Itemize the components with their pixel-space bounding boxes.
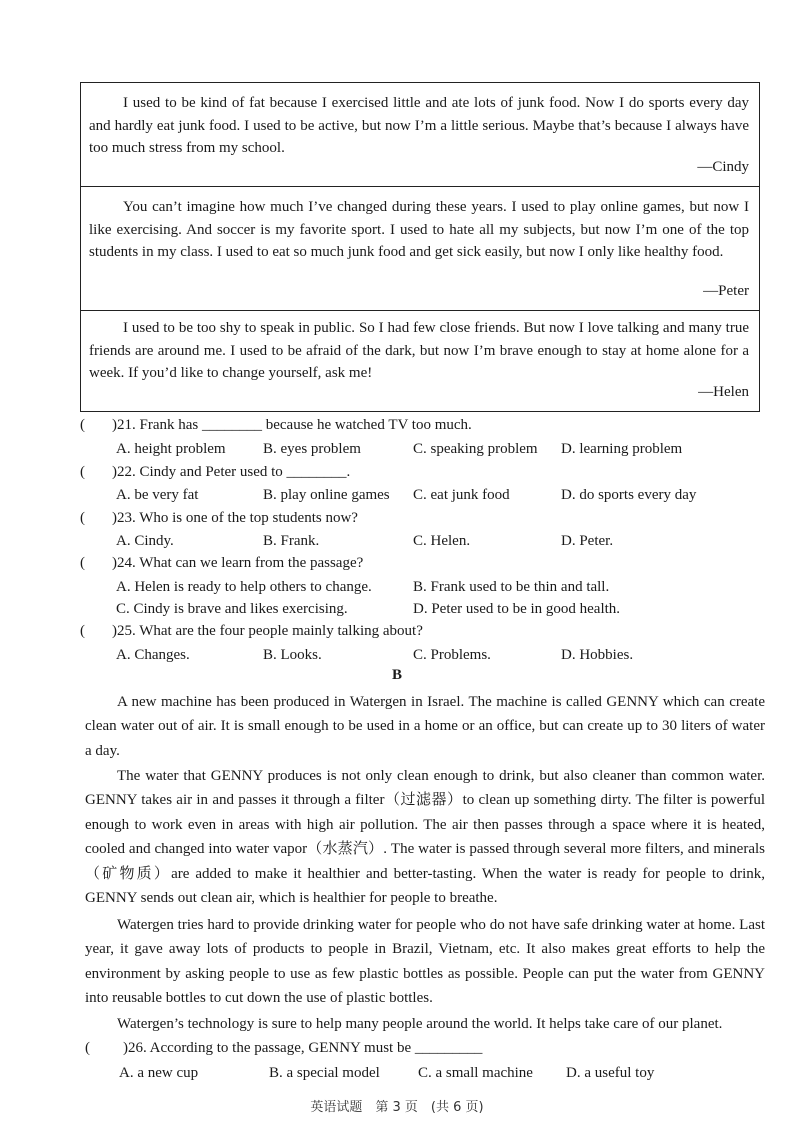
helen-signature: —Helen — [698, 384, 749, 400]
question-stem: )23. Who is one of the top students now? — [112, 510, 358, 526]
question-25 — [80, 623, 423, 640]
question-stem: )22. Cindy and Peter used to ________. — [112, 464, 351, 480]
q23-option-d: D. Peter. — [561, 533, 614, 549]
q22-option-b: B. play online games — [263, 487, 390, 503]
question-stem: )26. According to the passage, GENNY must be _________ — [123, 1040, 483, 1056]
page-footer: 英语试题 第 3 页 (共 6 页) — [310, 1100, 484, 1115]
q22-option-d: D. do sports every day — [561, 487, 697, 503]
section-b-heading: B — [391, 667, 402, 683]
question-stem: )25. What are the four people mainly talking about? — [112, 623, 423, 639]
answer-paren[interactable]: ( — [80, 623, 85, 639]
cindy-paragraph: I used to be kind of fat because I exercised little and ate lots of junk food. Now I do sports every day and hardly eat junk food. I used to be active, but now I’m a little serious. Maybe that’s because I always have too much stress from my school. — [89, 95, 749, 156]
q24-option-d: D. Peter used to be in good health. — [413, 601, 621, 617]
cindy-signature: —Cindy — [697, 159, 749, 175]
table-row-helen — [81, 311, 759, 410]
section-b-paragraph-4: Watergen’s technology is sure to help many people around the world. It helps take care of our planet. — [117, 1016, 723, 1032]
q21-option-c: C. speaking problem — [413, 441, 538, 457]
q21-option-a: A. height problem — [116, 441, 226, 457]
q25-option-b: B. Looks. — [263, 647, 322, 663]
q26-option-c: C. a small machine — [418, 1065, 533, 1081]
question-26 — [85, 1040, 482, 1057]
q24-option-a: A. Helen is ready to help others to change. — [116, 579, 372, 595]
section-b-paragraph-1: A new machine has been produced in Watergen in Israel. The machine is called GENNY which can create clean water out of air. It is small enough to be used in a home or an office, but can create up to 30 liters of water a day. — [85, 694, 765, 759]
peter-paragraph: You can’t imagine how much I’ve changed during these years. I used to play online games, but now I like exercising. And soccer is my favorite sport. I used to hate all my subjects, but now I’m one of the top students in my class. I used to eat so much junk food and get sick easily, but now I only like healthy food. — [89, 199, 749, 260]
q25-option-c: C. Problems. — [413, 647, 491, 663]
q23-option-b: B. Frank. — [263, 533, 320, 549]
q25-option-d: D. Hobbies. — [561, 647, 634, 663]
q26-option-d: D. a useful toy — [566, 1065, 655, 1081]
q26-option-a: A. a new cup — [119, 1065, 199, 1081]
table-row-peter — [81, 187, 759, 311]
q23-option-a: A. Cindy. — [116, 533, 174, 549]
answer-paren[interactable]: ( — [80, 510, 85, 526]
q24-option-b: B. Frank used to be thin and tall. — [413, 579, 610, 595]
passage-a-table — [80, 82, 760, 412]
q24-option-c: C. Cindy is brave and likes exercising. — [116, 601, 348, 617]
section-b-paragraph-2: The water that GENNY produces is not only clean enough to drink, but also cleaner than common water. GENNY takes air in and passes it through a filter（过滤器）to clean up something dirty. The filter is powerful enough to work even in areas with high air pollution. The air then passes through a space where it is heated, cooled and changed into water vapor（水蒸汽）. The water is passed through several more filters, and minerals（矿物质）are added to make it healthier and better-tasting. When the water is ready for people to drink, GENNY sends out clean air, which is healthier for people to breathe. — [85, 768, 765, 907]
q21-option-d: D. learning problem — [561, 441, 683, 457]
question-stem: )24. What can we learn from the passage? — [112, 555, 364, 571]
table-row-cindy — [81, 83, 759, 187]
peter-signature: —Peter — [703, 283, 749, 299]
question-23 — [80, 510, 358, 527]
answer-paren[interactable]: ( — [85, 1040, 90, 1056]
q26-option-b: B. a special model — [269, 1065, 380, 1081]
section-b-paragraph-3: Watergen tries hard to provide drinking water for people who do not have safe drinking water at home. Last year, it gave away lots of products to people in Brazil, Vietnam, etc. It also makes great efforts to help the environment by asking people to use as few plastic bottles as possible. People can put the water from GENNY into reusable bottles to cut down the use of plastic bottles. — [85, 917, 765, 1007]
q25-option-a: A. Changes. — [116, 647, 190, 663]
q21-option-b: B. eyes problem — [263, 441, 361, 457]
q22-option-c: C. eat junk food — [413, 487, 510, 503]
q22-option-a: A. be very fat — [116, 487, 199, 503]
question-22 — [80, 464, 350, 481]
answer-paren[interactable]: ( — [80, 464, 85, 480]
answer-paren[interactable]: ( — [80, 555, 85, 571]
answer-paren[interactable]: ( — [80, 417, 85, 433]
q23-option-c: C. Helen. — [413, 533, 471, 549]
question-21 — [80, 417, 472, 434]
question-stem: )21. Frank has ________ because he watched TV too much. — [112, 417, 472, 433]
question-24 — [80, 555, 363, 572]
helen-paragraph: I used to be too shy to speak in public. So I had few close friends. But now I love talking and many true friends are around me. I used to be afraid of the dark, but now I’m brave enough to stay at home alone for a week. If you’d like to change yourself, ask me! — [89, 320, 749, 381]
